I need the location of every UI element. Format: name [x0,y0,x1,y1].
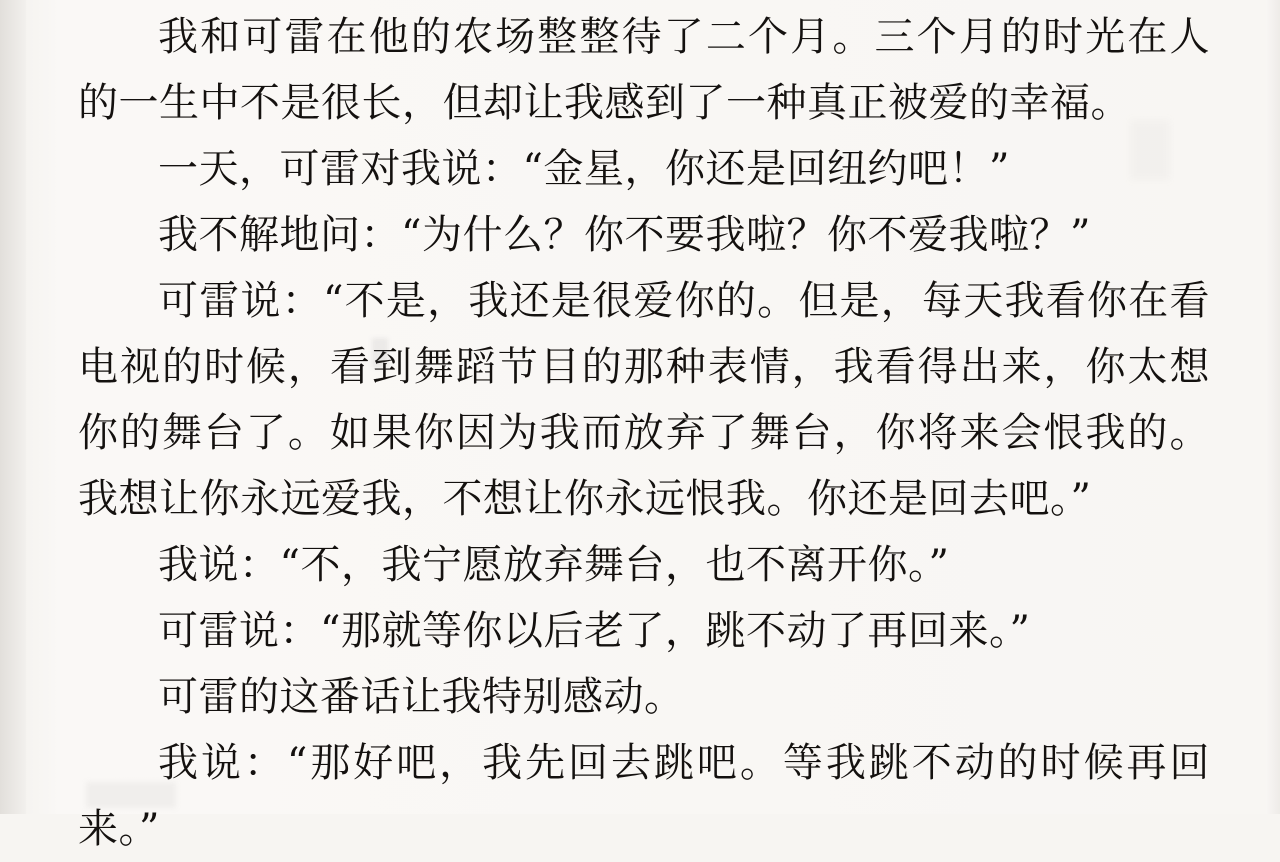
paragraph: 我和可雷在他的农场整整待了二个月。三个月的时光在人的一生中不是很长，但却让我感到了一种真正被爱的幸福。 [78,14,1210,126]
paragraph: 可雷的这番话让我特别感动。 [158,674,685,720]
document-body [78,4,1210,862]
paragraph: 我说：“那好吧，我先回去跳吧。等我跳不动的时候再回来。” [78,740,1210,852]
paragraph: 我说：“不，我宁愿放弃舞台，也不离开你。” [158,542,950,588]
paragraph: 我不解地问：“为什么？你不要我啦？你不爱我啦？” [158,212,1091,258]
paragraph: 可雷说：“那就等你以后老了，跳不动了再回来。” [158,608,1031,654]
paragraph: 可雷说：“不是，我还是很爱你的。但是，每天我看你在看电视的时候，看到舞蹈节目的那种表情，我看得出来，你太想你的舞台了。如果你因为我而放弃了舞台，你将来会恨我的。我想让你永远爱我，不想让你永远恨我。你还是回去吧。” [78,278,1210,522]
paragraph: 一天，可雷对我说：“金星，你还是回纽约吧！” [158,146,1010,192]
